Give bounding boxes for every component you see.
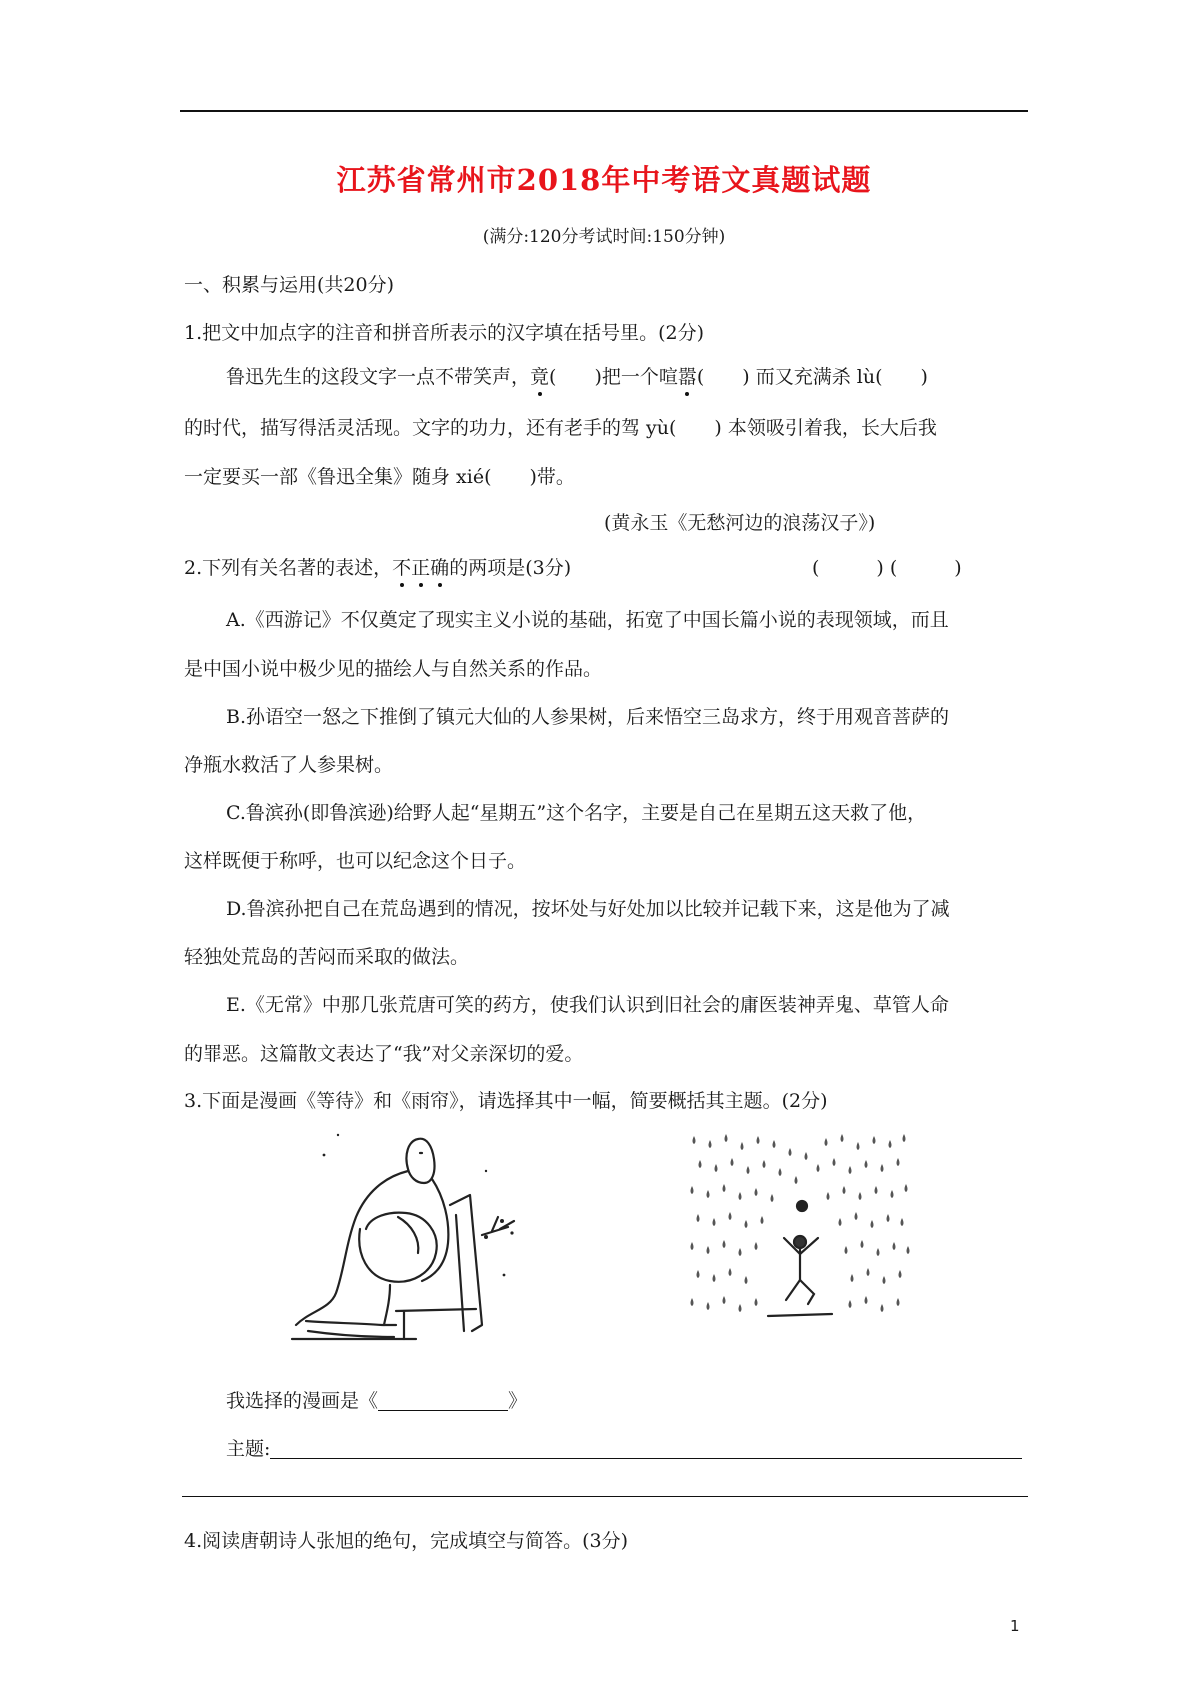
section-heading: 一、积累与运用(共20分) <box>184 274 395 296</box>
page-title: 江苏省常州市2018年中考语文真题试题 <box>336 163 872 197</box>
option-d-line-1: D.鲁滨孙把自己在荒岛遇到的情况，按坏处与好处加以比较并记载下来，这是他为了减 <box>226 898 950 920</box>
option-b-line-1: B.孙语空一怒之下推倒了镇元大仙的人参果树，后来悟空三岛求方，终于用观音菩萨的 <box>226 706 950 728</box>
option-a-line-1: A.《西游记》不仅奠定了现实主义小说的基础，拓宽了中国长篇小说的表现领域，而且 <box>226 609 949 631</box>
exam-info: (满分:120分考试时间:150分钟) <box>482 227 726 247</box>
raindrop-pattern <box>691 1134 910 1312</box>
dotted-char: 不 <box>392 553 411 580</box>
question-2-answer-slots: ( ) ( ) <box>812 557 962 579</box>
question-1-passage-line-2: 的时代，描写得活灵活现。文字的功力，还有老手的驾 yù( ) 本领吸引着我，长大后我 <box>184 417 937 439</box>
cartoon-rain-curtain-image <box>686 1130 912 1335</box>
option-c-line-2: 这样既便于称呼，也可以纪念这个日子。 <box>184 850 527 872</box>
cartoon-choice-blank[interactable] <box>378 1390 508 1411</box>
option-e-line-1: E.《无常》中那几张荒唐可笑的药方，使我们认识到旧社会的庸医装神弄鬼、草管人命 <box>226 994 949 1016</box>
question-2-stem: 2.下列有关名著的表述，不正确的两项是(3分) <box>184 553 571 580</box>
option-a-line-2: 是中国小说中极少见的描绘人与自然关系的作品。 <box>184 658 603 680</box>
question-3-stem: 3.下面是漫画《等待》和《雨帘》，请选择其中一幅，简要概括其主题。(2分) <box>184 1090 828 1112</box>
question-1-stem: 1.把文中加点字的注音和拼音所表示的汉字填在括号里。(2分) <box>184 322 705 344</box>
option-d-line-2: 轻独处荒岛的苦闷而采取的做法。 <box>184 946 470 968</box>
answer-continuation-line[interactable] <box>182 1496 1028 1497</box>
theme-answer-blank[interactable] <box>270 1438 1022 1459</box>
question-1-source: (黄永玉《无愁河边的浪荡汉子》) <box>604 512 876 534</box>
page-number: 1 <box>1010 1617 1020 1635</box>
option-e-line-2: 的罪恶。这篇散文表达了“我”对父亲深切的爱。 <box>184 1043 584 1065</box>
question-1-passage-line-3: 一定要买一部《鲁迅全集》随身 xié( )带。 <box>184 466 575 488</box>
dotted-char: 确 <box>430 553 449 580</box>
theme-answer-line: 主题: <box>226 1434 1022 1461</box>
question-4-stem: 4.阅读唐朝诗人张旭的绝句，完成填空与简答。(3分) <box>184 1530 629 1552</box>
dotted-char: 正 <box>411 553 430 580</box>
cartoon-waiting-image <box>286 1125 526 1350</box>
dotted-char: 竟 <box>530 362 549 389</box>
option-c-line-1: C.鲁滨孙(即鲁滨逊)给野人起“星期五”这个名字，主要是自己在星期五这天救了他， <box>226 802 927 824</box>
dotted-char: 嚣 <box>678 362 697 389</box>
header-rule <box>180 110 1028 112</box>
question-1-passage-line-1: 鲁迅先生的这段文字一点不带笑声，竟( )把一个喧嚣( ) 而又充满杀 lù( ) <box>226 362 928 389</box>
option-b-line-2: 净瓶水救活了人参果树。 <box>184 754 394 776</box>
cartoon-choice-line: 我选择的漫画是《 》 <box>226 1390 528 1412</box>
